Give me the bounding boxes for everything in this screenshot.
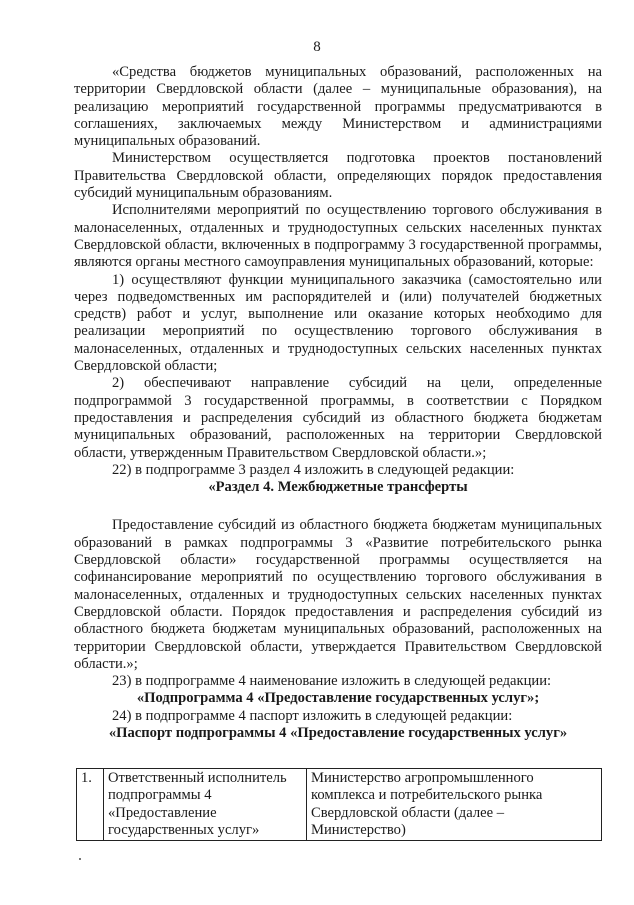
document-body — [74, 64, 602, 742]
table-row — [77, 769, 602, 841]
row-number: 1. — [77, 769, 104, 841]
scan-speck — [79, 858, 81, 860]
section-4-heading: «Раздел 4. Межбюджетные трансферты — [208, 479, 468, 496]
amendment-item-23: 23) в подпрограмме 4 наименование изложить в следующей редакции: — [112, 673, 552, 690]
list-item-2: 2) обеспечивают направление субсидий на цели, определенные подпрограммой 3 государственной программы, в соответствии с Порядком предоставления и распределения субсидий из областного бюджета бюджетам муниципальных образований, расположенных на территории Свердловской области, утвержденным Правительством Свердловской области.»; — [74, 375, 602, 461]
spacer — [74, 496, 602, 513]
paragraph-ministry-resolutions: Министерством осуществляется подготовка проектов постановлений Правительства Свердловской области, определяющих порядок предоставления субсидий муниципальным образованиям. — [74, 150, 602, 202]
amendment-item-22: 22) в подпрограмме 3 раздел 4 изложить в следующей редакции: — [112, 461, 515, 478]
list-item-1: 1) осуществляют функции муниципального заказчика (самостоятельно или через подведомственных им распорядителей и (или) получателей бюджетных средств) работ и услуг, выполнение или оказание которых необходимо для реализации мероприятий по осуществлению торгового обслуживания в малонаселенных, отдаленных и труднодоступных сельских населенных пунктах Свердловской области; — [74, 271, 602, 375]
row-value: Министерство агропромышленного комплекса и потребительского рынка Свердловской области (далее – Министерство) — [307, 769, 602, 841]
passport-table — [76, 768, 602, 841]
row-label: Ответственный исполнитель подпрограммы 4 «Предоставление государственных услуг» — [104, 769, 307, 841]
paragraph-municipal-budgets: «Средства бюджетов муниципальных образований, расположенных на территории Свердловской области (далее – муниципальные образования), на реализацию мероприятий государственной программы предусматриваются в соглашениях, заключаемых между Министерством и администрациями муниципальных образований. — [74, 64, 602, 150]
subprogram-4-heading: «Подпрограмма 4 «Предоставление государственных услуг»; — [136, 690, 540, 707]
page-number: 8 — [313, 39, 321, 55]
amendment-item-24: 24) в подпрограмме 4 паспорт изложить в следующей редакции: — [112, 707, 513, 724]
paragraph-executors: Исполнителями мероприятий по осуществлению торгового обслуживания в малонаселенных, отдаленных и труднодоступных сельских населенных пунктах Свердловской области, включенных в подпрограмму 3 государственной программы, являются органы местного самоуправления муниципальных образований, которые: — [74, 202, 602, 271]
paragraph-subsidies: Предоставление субсидий из областного бюджета бюджетам муниципальных образований в рамках подпрограммы 3 «Развитие потребительского рынка Свердловской области» государственной программы осуществляется на софинансирование мероприятий по осуществлению торгового обслуживания в малонаселенных, отдаленных и труднодоступных сельских населенных пунктах Свердловской области. Порядок предоставления и распределения субсидий из областного бюджета бюджетам муниципальных образований, расположенных на территории Свердловской области, утверждается Правительством Свердловской области.»; — [74, 517, 602, 672]
passport-heading: «Паспорт подпрограммы 4 «Предоставление государственных услуг» — [108, 724, 568, 741]
